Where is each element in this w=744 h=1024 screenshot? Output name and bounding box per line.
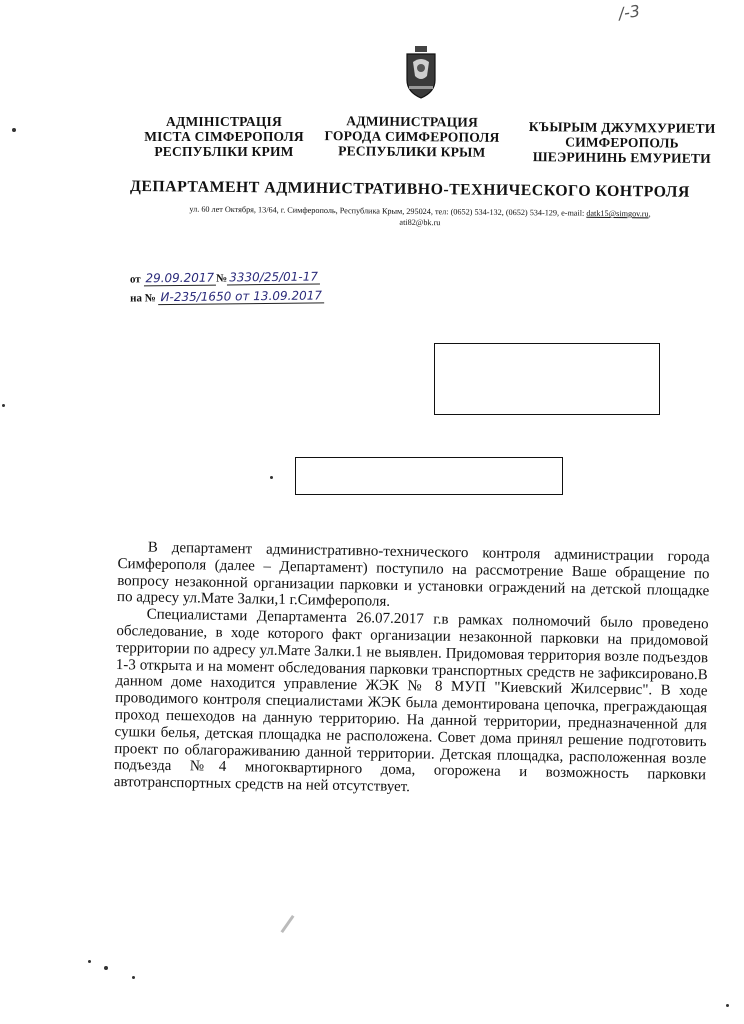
crimea-coat-of-arms-icon: [403, 46, 439, 100]
department-title: ДЕПАРТАМЕНТ АДМИНИСТРАТИВНО-ТЕХНИЧЕСКОГО КОНТРОЛЯ: [129, 177, 690, 201]
body-paragraph: В департамент административно-технического контроля администрации города Симферополя (далее – Департамент) поступило на рассмотрение Ваше обращение по вопросу незаконной организации парковки и установки ограждений на детской площадке по адресу ул.Мате Залки,1 г.Симферополя.: [116, 539, 710, 611]
header-russian-line: АДМИНИСТРАЦИЯ: [346, 113, 479, 130]
header-crimean-tatar-line: КЪЫРЫМ ДЖУМХУРИЕТИ: [528, 119, 716, 136]
email-separator: ,: [648, 209, 651, 219]
email-link-2[interactable]: ati82@bk.ru: [399, 217, 441, 228]
reply-label: на №: [130, 292, 156, 305]
header-russian-line: РЕСПУБЛИКИ КРЫМ: [338, 143, 486, 160]
reference-reply-line: [130, 286, 410, 308]
header-crimean-tatar: [522, 119, 722, 166]
scan-speck: [88, 960, 91, 963]
reply-to-number: И-235/1650 от 13.09.2017: [158, 288, 324, 305]
scan-speck: [104, 966, 108, 970]
from-label: от: [129, 273, 141, 286]
scan-speck: [270, 476, 273, 479]
address-text: ул. 60 лет Октября, 13/64, г. Симферополь, Республика Крым, 295024, тел: (0652) 534-132, (0652) 534-129, e-mail:: [189, 204, 587, 218]
redacted-recipient-box: [434, 343, 660, 415]
header-ukrainian-line: АДМІНІСТРАЦІЯ: [166, 114, 282, 129]
header-crimean-tatar-line: СИМФЕРОПОЛЬ: [565, 134, 679, 151]
from-date: 29.09.2017: [143, 271, 216, 287]
scan-stroke: [281, 915, 295, 933]
handwritten-margin-mark: /-3: [617, 1, 642, 24]
scan-speck: [2, 404, 5, 407]
header-ukrainian-line: РЕСПУБЛІКИ КРИМ: [154, 144, 294, 159]
email-link-1[interactable]: datk15@simgov.ru: [586, 208, 649, 219]
header-crimean-tatar-line: ШЕЭРИНИНЬ ЕМУРИЕТИ: [532, 149, 711, 166]
number-label: №: [216, 272, 228, 285]
header-ukrainian-line: МІСТА СІМФЕРОПОЛЯ: [144, 129, 304, 144]
redacted-salutation-box: [295, 457, 563, 495]
department-address: [130, 203, 710, 231]
outgoing-number: 3330/25/01-17: [227, 269, 320, 285]
header-ukrainian: [138, 114, 310, 159]
scan-speck: [726, 1004, 729, 1007]
body-paragraph: Специалистами Департамента 26.07.2017 г.в рамках полномочий было проведено обследование, в ходе которого факт организации незаконной парковки на придомовой территории по адресу ул.Мате Залки.1 не выявлен. Придомовая территория возле подъездов 1-3 открыта и на момент обследования парковки транспортных средств не зафиксировано.В данном доме находится управление ЖЭК № 8 МУП "Киевский Жилсервис". В ходе проводимого контроля специалистами ЖЭК была демонтирована цепочка, преграждающая проход пешеходов на данную территорию. На данной территории, предназначенной для сушки белья, детская площадка не расположена. Совет дома принял решение подготовить проект по облагораживанию данной территории. Детская площадка, расположенная возле подъезда №4 многоквартирного дома, огорожена и возможность парковки автотранспортных средств на ней отсутствует.: [113, 606, 709, 796]
header-russian-line: ГОРОДА СИМФЕРОПОЛЯ: [324, 128, 500, 145]
header-russian: [320, 113, 504, 160]
letter-body: [114, 539, 710, 801]
scan-speck: [132, 976, 135, 979]
scan-speck: [12, 128, 16, 132]
reference-block: [130, 267, 410, 308]
